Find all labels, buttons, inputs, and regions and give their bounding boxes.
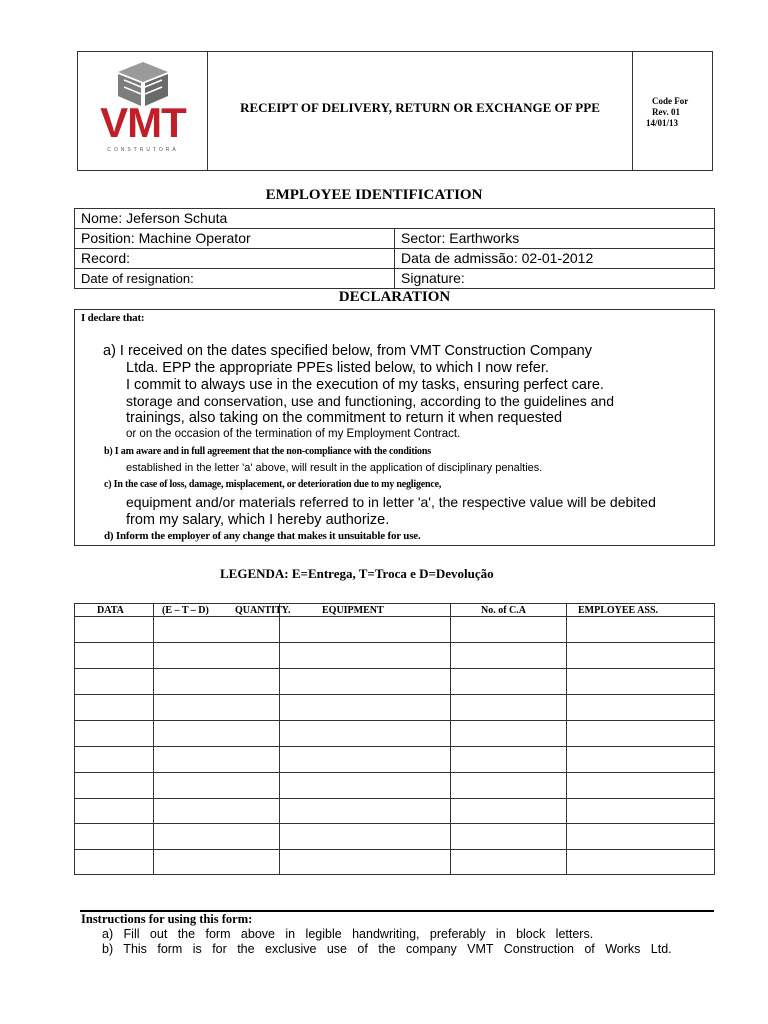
signature-field[interactable]: Signature: — [395, 269, 715, 289]
section-title-declaration: DECLARATION — [338, 289, 451, 305]
form-title: RECEIPT OF DELIVERY, RETURN OR EXCHANGE OF PPE — [240, 100, 600, 115]
table-row[interactable] — [74, 772, 715, 773]
declaration-a-line: storage and conservation, use and functioning, according to the guidelines and — [126, 393, 615, 409]
declaration-b-line: established in the letter 'a' above, will result in the application of disciplinary penalties. — [126, 462, 543, 474]
declaration-c-line: c) In the case of loss, damage, misplacement, or deterioration due to my negligence, — [104, 479, 442, 490]
section-title-identification: EMPLOYEE IDENTIFICATION — [265, 187, 483, 203]
table-row[interactable] — [74, 798, 715, 799]
column-header-quantity: QUANTITY. — [235, 605, 291, 616]
declaration-a-line: Ltda. EPP the appropriate PPEs listed below, to which I now refer. — [126, 360, 549, 376]
column-divider — [153, 603, 154, 875]
sector-field[interactable]: Sector: Earthworks — [395, 229, 715, 249]
date-line: 14/01/13 — [646, 118, 679, 128]
record-field[interactable]: Record: — [75, 249, 395, 269]
instruction-a: a) Fill out the form above in legible handwriting, preferably in block letters. — [102, 927, 594, 941]
column-header-employee: EMPLOYEE ASS. — [578, 605, 659, 616]
resignation-date-field[interactable]: Date of resignation: — [75, 269, 395, 289]
column-divider — [566, 603, 567, 875]
table-row[interactable] — [74, 823, 715, 824]
declaration-a-line: a) I received on the dates specified below, from VMT Construction Company — [103, 343, 592, 359]
code-line: Code For — [652, 96, 689, 106]
column-header-data: DATA — [97, 605, 124, 616]
declaration-b-line: b) I am aware and in full agreement that the non-compliance with the conditions — [104, 446, 431, 457]
company-logo — [84, 58, 202, 160]
logo-text: VMT — [100, 99, 186, 146]
name-field[interactable]: Nome: Jeferson Schuta — [75, 209, 715, 229]
instruction-b: b) This form is for the exclusive use of the company VMT Construction of Works Ltd. — [102, 942, 672, 956]
instructions-title: Instructions for using this form: — [81, 912, 253, 926]
identification-table — [74, 208, 715, 289]
column-divider — [279, 603, 280, 875]
declaration-c-line: from my salary, which I hereby authorize. — [126, 512, 390, 528]
header-divider — [632, 51, 633, 171]
column-divider — [450, 603, 451, 875]
revision-line: Rev. 01 — [652, 107, 680, 117]
declaration-intro: I declare that: — [81, 312, 145, 324]
table-row[interactable] — [74, 720, 715, 721]
admission-date-field[interactable]: Data de admissão: 02-01-2012 — [395, 249, 715, 269]
column-header-ca: No. of C.A — [481, 605, 526, 616]
declaration-c-line: equipment and/or materials referred to in letter 'a', the respective value will be debited — [126, 494, 656, 510]
logo-subtext: CONSTRUTORA — [107, 147, 179, 153]
legend: LEGENDA: E=Entrega, T=Troca e D=Devolução — [220, 566, 494, 581]
table-row[interactable] — [74, 642, 715, 643]
column-header-equipment: EQUIPMENT — [322, 605, 384, 616]
position-field[interactable]: Position: Machine Operator — [75, 229, 395, 249]
document-code — [638, 96, 710, 129]
table-row[interactable] — [74, 616, 715, 617]
table-row[interactable] — [74, 694, 715, 695]
declaration-a-line: trainings, also taking on the commitment to return it when requested — [126, 410, 563, 426]
table-row[interactable] — [74, 746, 715, 747]
ppe-table — [74, 603, 715, 875]
declaration-a-line: or on the occasion of the termination of my Employment Contract. — [126, 428, 461, 440]
table-row[interactable] — [74, 668, 715, 669]
column-header-etd: (E – T – D) — [162, 605, 209, 616]
table-row[interactable] — [74, 849, 715, 850]
declaration-d-line: d) Inform the employer of any change that makes it unsuitable for use. — [104, 530, 421, 542]
declaration-a-line: I commit to always use in the execution of my tasks, ensuring perfect care. — [126, 377, 604, 393]
